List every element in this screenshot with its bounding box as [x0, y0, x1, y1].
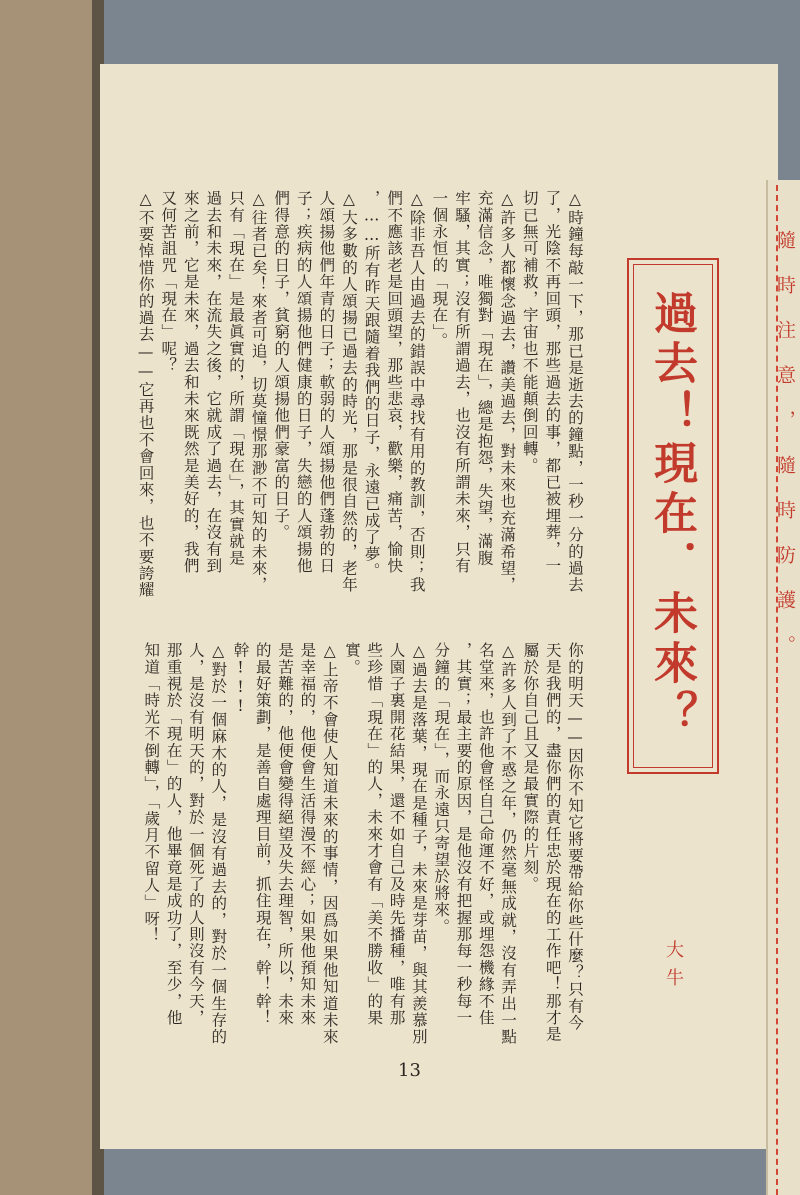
upper-text-column: 牢騷，其實；沒有所謂過去，也沒有所謂未來，只有 [453, 190, 471, 575]
lower-text-column: 知道「時光不倒轉」，「歲月不留人」呀！ [142, 642, 161, 944]
lower-text-column: 是苦難的，他便會變得絕望及失去理智，所以，未來 [276, 642, 295, 1027]
lower-text-column: 屬於你自己且又是最實際的片刻。 [521, 642, 540, 893]
lower-text-column: 分鐘的「現在」，而永遠只寄望於將來。 [432, 642, 451, 935]
upper-text-column: △時鐘每敲一下，那已是逝去的鐘點，一秒一分的過去 [566, 190, 584, 594]
lower-text-column: 你的明天——因你不知它將要帶給你些什麼？只有今 [566, 642, 584, 1032]
lower-text-column: 幹!!! [231, 642, 250, 717]
upper-text-column: 人頌揚他們年青的日子；軟弱的人頌揚他們蓬勃的日 [317, 190, 336, 575]
upper-text-column: 了，光陰不再回頭，那些過去的事，都已被埋葬，一 [543, 190, 562, 575]
lower-text-column: 實。 [343, 642, 361, 676]
lower-text-column: 的最好策劃，是善自處理目前，抓住現在，幹！幹！ [253, 642, 272, 1027]
side-slogan: 隨時注意，隨時防護。 [774, 230, 796, 680]
upper-text-column: 過去和未來，在流失之後，它就成了過去，在沒有到 [204, 190, 223, 575]
upper-text-column: 們得意的日子，貧窮的人頌揚他們豪富的日子。 [272, 190, 291, 541]
upper-text-column: △除非吾人由過去的錯誤中尋找有用的教訓，否則；我 [407, 190, 426, 594]
upper-text-column: △往者已矣！來者可追，切莫憧憬那渺不可知的未來， [249, 190, 268, 594]
page-number: 13 [398, 1060, 421, 1081]
article-title: 過去！現在．未來？ [646, 290, 697, 740]
upper-text-column: 只有「現在」是最眞實的，所謂「現在」，其實就是 [227, 190, 245, 567]
upper-text-column: ，……所有昨天跟隨着我們的日子，永遠已成了夢。 [362, 190, 381, 580]
lower-text-column: 那重視於「現在」的人，他畢竟是成功了，至少，他 [164, 642, 183, 1027]
upper-text-column: △不要悼惜你的過去——它再也不會回來，也不要誇耀 [136, 190, 155, 599]
upper-text-column: 一個永恒的「現在」。 [430, 190, 449, 350]
lower-text-column: 人園子裏開花結果，還不如自己及時先播種，唯有那 [387, 642, 406, 1027]
author-name: 大牛 [663, 940, 684, 996]
upper-text-column: 充滿信念，唯獨對「現在」，總是抱怨，失望，滿腹 [475, 190, 494, 567]
book-spine [0, 0, 100, 1195]
lower-text-column: △對於一個麻木的人，是沒有過去的，對於一個生存的 [209, 642, 228, 1046]
lower-text-column: △許多人到了不惑之年，仍然毫無成就，沒有弄出一點 [499, 642, 518, 1046]
upper-text-column: 來之前，它是未來，過去和未來既然是美好的，我們 [181, 190, 200, 575]
lower-text-column: ，其實；最主要的原因，是他沒有把握那每一秒每一 [454, 642, 473, 1027]
upper-text-column: △許多人都懷念過去，讚美過去，對未來也充滿希望， [498, 190, 517, 594]
lower-text-column: 天是我們的，盡你們的責任忠於現在的工作吧！那才是 [543, 642, 562, 1043]
upper-text-column: 們不應該老是回頭望，那些悲哀，歡樂，痛苦，愉快 [385, 190, 404, 575]
lower-text-column: 人，是沒有明天的，對於一個死了的人則沒有今天， [186, 642, 205, 1027]
lower-text-column: 名堂來，也許他會怪自己命運不好，或埋怨機緣不佳 [476, 642, 495, 1027]
upper-text-column: 子；疾病的人頌揚他們健康的日子，失戀的人頌揚他 [294, 190, 313, 575]
upper-text-column: △大多數的人頌揚已過去的時光，那是很自然的，老年 [340, 190, 358, 594]
lower-text-column: 些珍惜「現在」的人，未來才會有「美不勝收」的果 [365, 642, 384, 1027]
lower-text-column: 是幸福的，他便會生活得漫不經心；如果他預知未來 [298, 642, 317, 1027]
lower-text-column: △上帝不會使人知道未來的事情，因爲如果他知道未來 [320, 642, 339, 1046]
upper-text-column: 切已無可補救，宇宙也不能顛倒回轉。 [520, 190, 539, 474]
lower-text-column: △過去是落葉，現在是種子，未來是芽苗，與其羨慕別 [409, 642, 428, 1046]
upper-text-column: 又何苦詛咒「現在」呢？ [159, 190, 178, 374]
